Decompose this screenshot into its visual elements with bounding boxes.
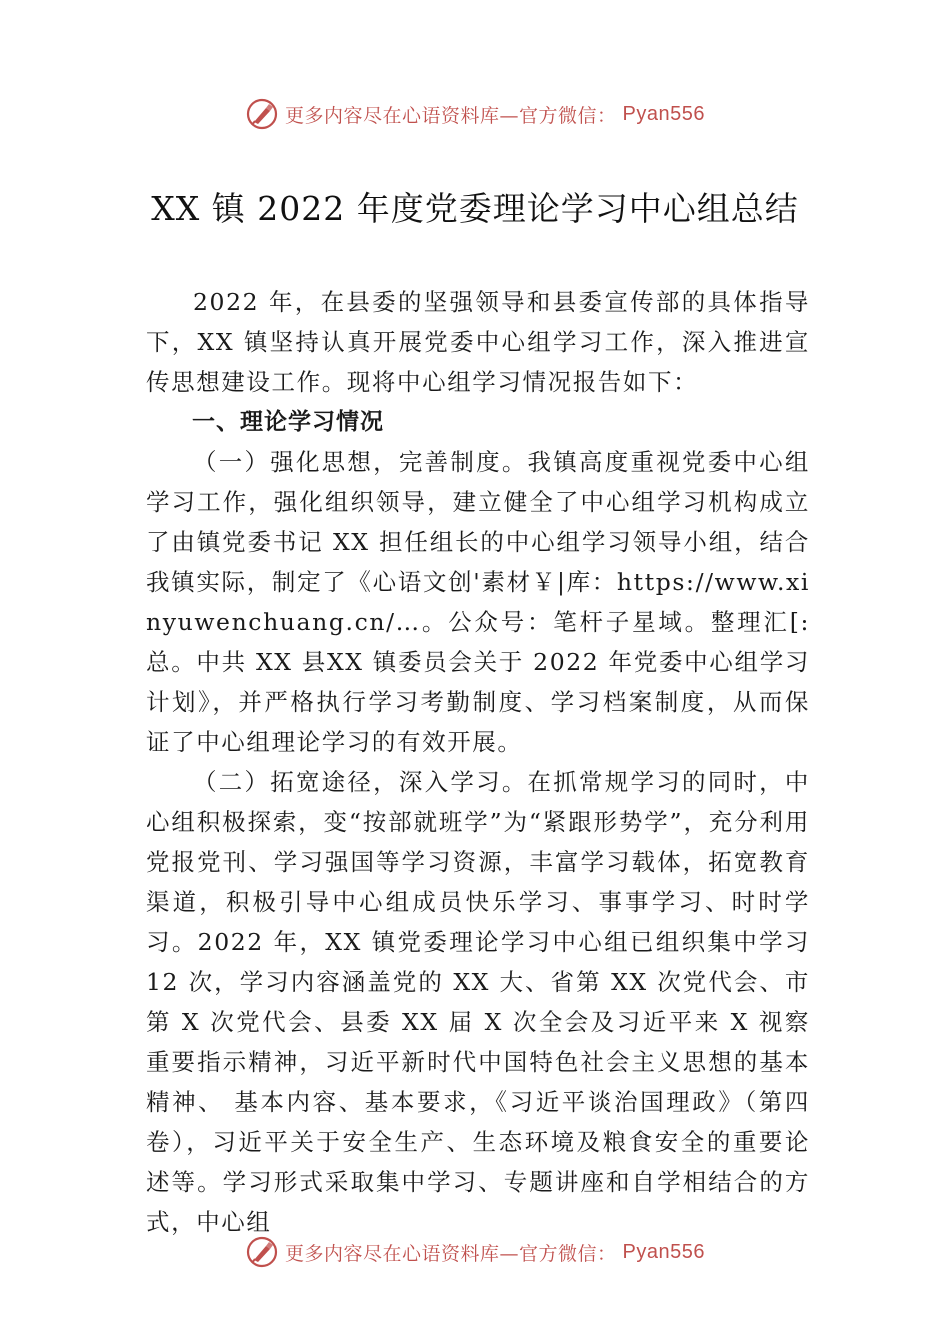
section-heading-1: 一、理论学习情况 — [192, 409, 384, 435]
document-title: XX 镇 2022 年度党委理论学习中心组总结 — [151, 189, 799, 228]
header-watermark — [0, 94, 950, 134]
watermark-wechat-id: Pyan556 — [622, 102, 705, 125]
pen-nib-logo-icon — [245, 1235, 279, 1269]
intro-paragraph: 2022 年，在县委的坚强领导和县委宣传部的具体指导下，XX 镇坚持认真开展党委中心组学习工作，深入推进宣传思想建设工作。现将中心组学习情况报告如下： — [146, 288, 810, 396]
document-body — [146, 282, 810, 1242]
pen-nib-logo-icon — [245, 97, 279, 131]
watermark-text: 更多内容尽在心语资料库—官方微信： — [285, 1242, 617, 1265]
watermark-text: 更多内容尽在心语资料库—官方微信： — [285, 104, 617, 127]
watermark-wechat-id: Pyan556 — [622, 1240, 705, 1263]
paragraph-2: （二）拓宽途径，深入学习。在抓常规学习的同时，中心组积极探索，变“按部就班学”为“紧跟形势学”，充分利用党报党刊、学习强国等学习资源，丰富学习载体，拓宽教育渠道，积极引导中心组成员快乐学习、事事学习、时时学习。2022 年，XX 镇党委理论学习中心组已组织集中学习 12 次，学习内容涵盖党的 XX 大、省第 XX 次党代会、市第 X 次党代会、县委 XX 届 X 次全会及习近平来 X 视察重要指示精神，习近平新时代中国特色社会主义思想的基本精神、 基本内容、基本要求，《习近平谈治国理政》（第四卷），习近平关于安全生产、生态环境及粮食安全的重要论述等。学习形式采取集中学习、专题讲座和自学相结合的方式，中心组 — [146, 768, 810, 1236]
paragraph-1: （一）强化思想，完善制度。我镇高度重视党委中心组学习工作，强化组织领导，建立健全了中心组学习机构成立了由镇党委书记 XX 担任组长的中心组学习领导小组，结合我镇实际，制定了《心语文创'素材￥|库：https://www.xinyuwenchuang.cn/…。公众号：笔杆子星域。整理汇[:总。中共 XX 县XX 镇委员会关于 2022 年党委中心组学习计划》，并严格执行学习考勤制度、学习档案制度，从而保证了中心组理论学习的有效开展。 — [146, 448, 810, 756]
footer-watermark — [0, 1232, 950, 1272]
